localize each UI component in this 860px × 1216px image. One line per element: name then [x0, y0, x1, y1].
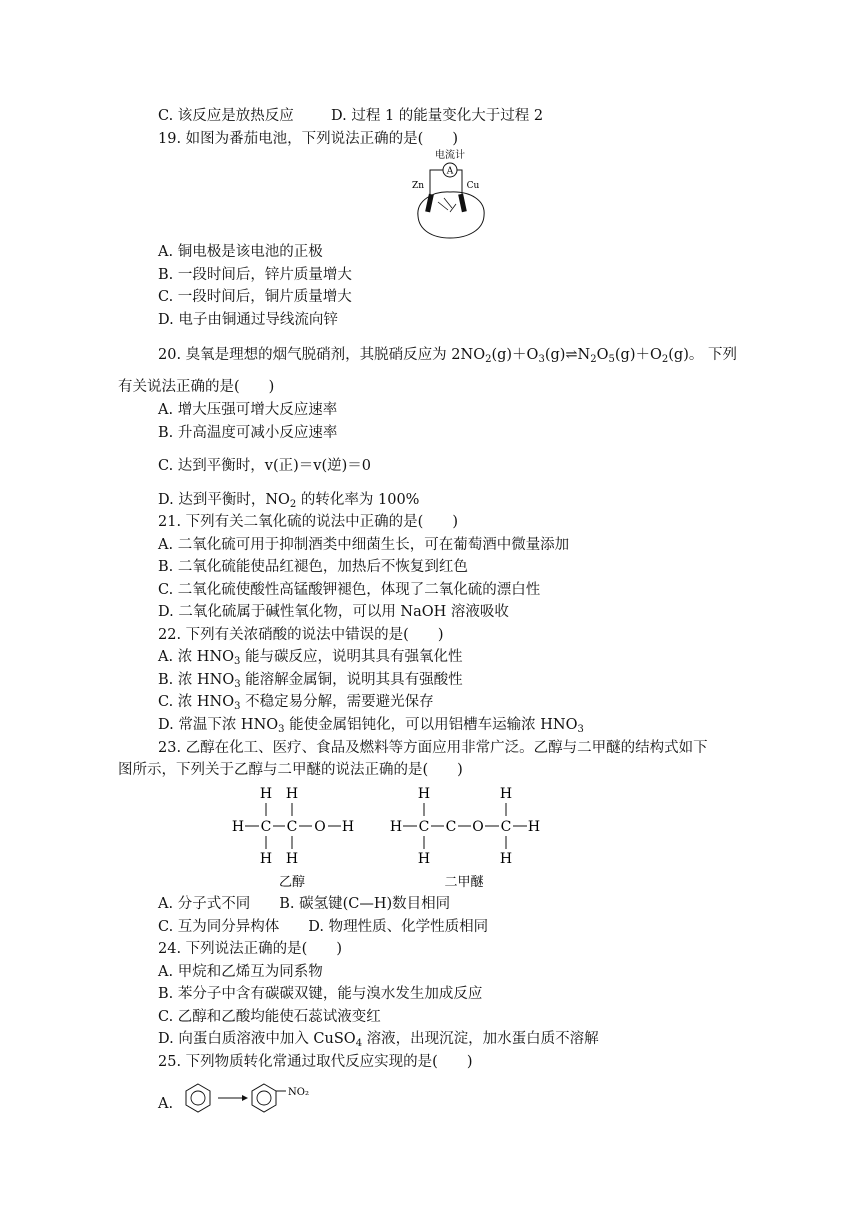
cu-electrode: [458, 194, 467, 213]
q22-option-b: B. 浓 $HNO_3$ 能溶解金属铜，说明其具有强酸性: [158, 672, 463, 690]
q19-option-d: D. 电子由铜通过导线流向锌: [158, 312, 338, 328]
q23-options-line1: A. 分子式不同 B. 碳氢键(C—H)数目相同: [158, 896, 451, 912]
benzene-nitration-figure: [180, 1080, 330, 1116]
svg-text:H: H: [285, 786, 299, 802]
q24-stem: 24. 下列说法正确的是( ): [158, 941, 342, 957]
nitro-group-label: NO₂: [288, 1087, 309, 1098]
q19-option-c: C. 一段时间后，铜片质量增大: [158, 289, 352, 305]
q20-option-c: C. 达到平衡时，v(正)＝v(逆)＝0: [158, 458, 372, 474]
svg-text:H: H: [341, 819, 355, 835]
ethanol-label: 乙醇: [278, 875, 306, 890]
q20-option-b: B. 升高温度可减小反应速率: [158, 425, 338, 441]
q24-option-a: A. 甲烷和乙烯互为同系物: [158, 964, 323, 980]
q20-stem-line2: 有关说法正确的是( ): [118, 379, 275, 395]
svg-text:H: H: [285, 851, 299, 867]
q18-option-c: C. 该反应是放热反应: [158, 108, 294, 124]
ethanol-structure: [220, 782, 370, 892]
q22-stem: 22. 下列有关浓硝酸的说法中错误的是( ): [158, 627, 444, 643]
ammeter-symbol: A: [446, 166, 454, 177]
q23-stem-line2: 图所示，下列关于乙醇与二甲醚的说法正确的是( ): [118, 762, 463, 778]
svg-text:H: H: [231, 819, 245, 835]
benzene-ring-icon: [186, 1084, 210, 1112]
q18-options: [158, 106, 543, 126]
q21-option-a: A. 二氧化硫可用于抑制酒类中细菌生长，可在葡萄酒中微量添加: [158, 537, 570, 553]
q19-stem: 19. 如图为番茄电池，下列说法正确的是( ): [158, 131, 458, 147]
q21-option-c: C. 二氧化硫使酸性高锰酸钾褪色，体现了二氧化硫的漂白性: [158, 582, 541, 598]
svg-text:C: C: [418, 819, 430, 835]
ether-label: 二甲醚: [444, 875, 484, 890]
q23-stem-line1: 23. 乙醇在化工、医疗、食品及燃料等方面应用非常广泛。乙醇与二甲醚的结构式如下: [158, 740, 708, 756]
q23-options-line2: C. 互为同分异构体 D. 物理性质、化学性质相同: [158, 919, 489, 935]
svg-text:O: O: [314, 819, 326, 835]
q24-option-c: C. 乙醇和乙酸均能使石蕊试液变红: [158, 1009, 381, 1025]
svg-text:H: H: [417, 851, 431, 867]
q25-option-a-label: A.: [158, 1096, 174, 1112]
nitrobenzene-ring-icon: [252, 1084, 276, 1112]
ammeter-label: 电流计: [435, 150, 465, 161]
q22-option-a: A. 浓 $HNO_3$ 能与碳反应，说明其具有强氧化性: [158, 649, 463, 667]
dimethyl-ether-structure: [384, 782, 554, 892]
q21-option-b: B. 二氧化硫能使品红褪色，加热后不恢复到红色: [158, 559, 468, 575]
svg-text:H: H: [259, 851, 273, 867]
q21-stem: 21. 下列有关二氧化硫的说法中正确的是( ): [158, 514, 458, 530]
q18-option-d: D. 过程 1 的能量变化大于过程 2: [331, 108, 544, 124]
svg-text:O: O: [472, 819, 484, 835]
svg-text:H: H: [499, 851, 513, 867]
cu-label: Cu: [466, 181, 480, 191]
q22-option-c: C. 浓 $HNO_3$ 不稳定易分解，需要避光保存: [158, 694, 434, 712]
q20-option-d: D. 达到平衡时，$NO_2$ 的转化率为 100%: [158, 492, 420, 510]
svg-text:C: C: [445, 819, 457, 835]
svg-text:H: H: [527, 819, 541, 835]
zn-label: Zn: [411, 181, 425, 191]
svg-text:H: H: [389, 819, 403, 835]
tomato-battery-figure: [400, 148, 500, 240]
zn-electrode: [425, 194, 434, 213]
q25-stem: 25. 下列物质转化常通过取代反应实现的是( ): [158, 1054, 473, 1070]
svg-text:C: C: [286, 819, 298, 835]
svg-text:C: C: [500, 819, 512, 835]
q24-option-d: D. 向蛋白质溶液中加入 CuSO$_4$ 溶液，出现沉淀，加水蛋白质不溶解: [158, 1031, 599, 1049]
q19-option-a: A. 铜电极是该电池的正极: [158, 244, 323, 260]
q20-option-a: A. 增大压强可增大反应速率: [158, 402, 338, 418]
q22-option-d: D. 常温下浓 $HNO_3$ 能使金属铝钝化，可以用铝槽车运输浓 $HNO_3$: [158, 717, 584, 735]
svg-text:H: H: [499, 786, 513, 802]
q21-option-d: D. 二氧化硫属于碱性氧化物，可以用 NaOH 溶液吸收: [158, 604, 509, 620]
q24-option-b: B. 苯分子中含有碳碳双键，能与溴水发生加成反应: [158, 986, 483, 1002]
q20-stem-line1: 20. 臭氧是理想的烟气脱硝剂，其脱硝反应为 $2NO_2(g)+O_3(g)\rightleftharpoons N_2O_5(g)+O_2(g)$。 下列: [158, 347, 737, 365]
svg-text:H: H: [259, 786, 273, 802]
svg-text:C: C: [260, 819, 272, 835]
q19-option-b: B. 一段时间后，锌片质量增大: [158, 267, 352, 283]
tomato-icon: [418, 192, 484, 238]
svg-text:H: H: [417, 786, 431, 802]
